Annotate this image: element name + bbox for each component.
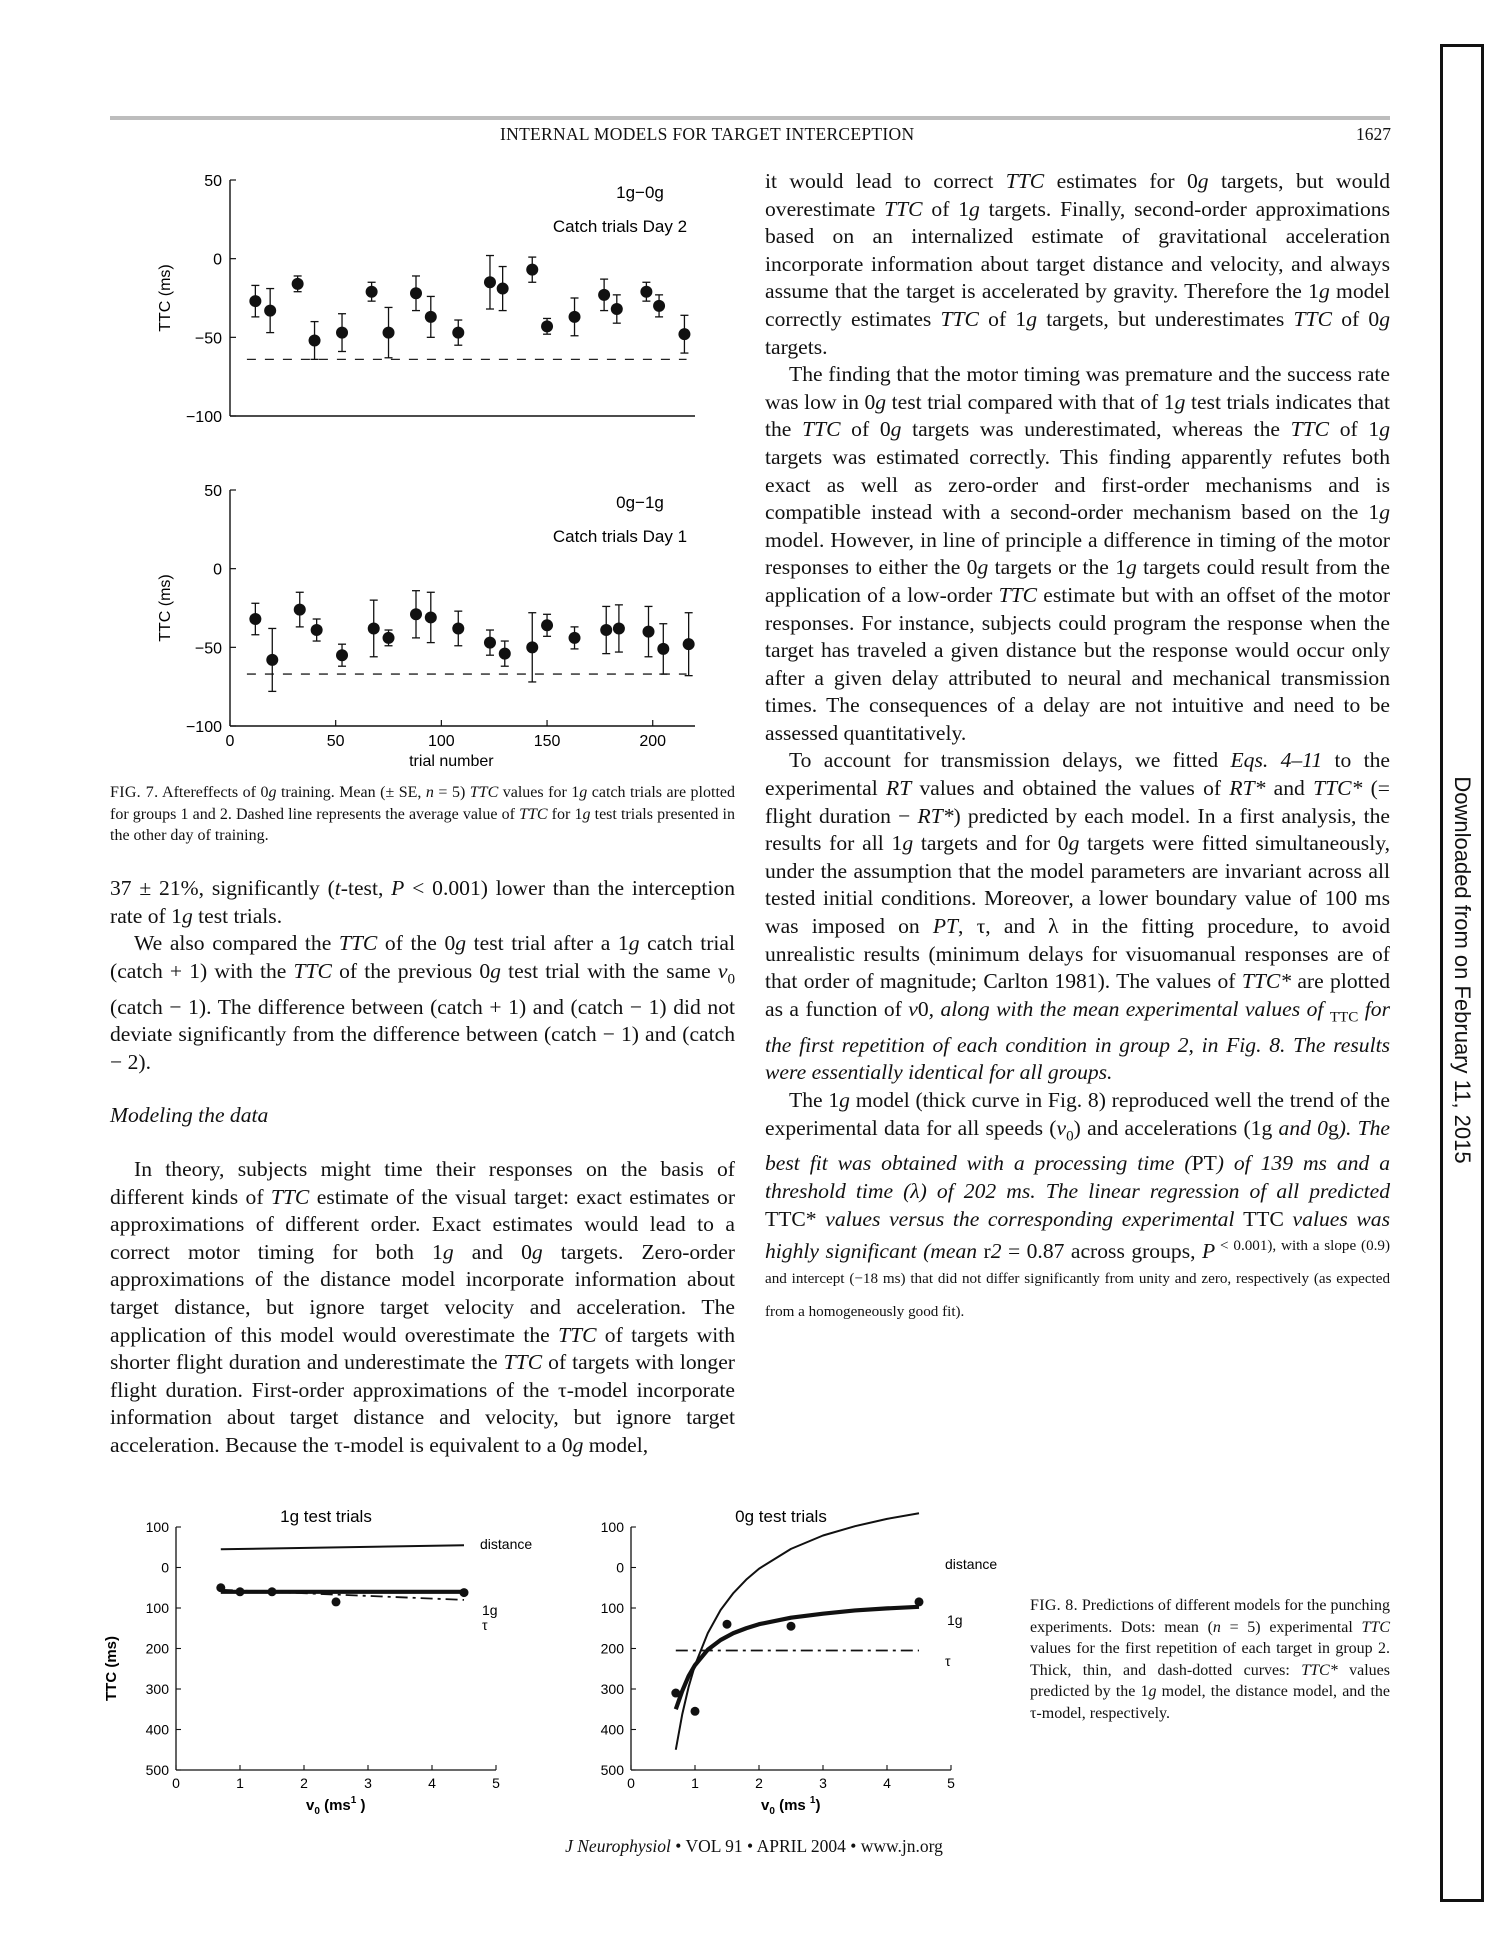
text-segment: < 0.001) lower than the interception rate of 1	[110, 876, 735, 928]
y-tick-label: 400	[145, 1721, 169, 1738]
text-segment: n	[1212, 1618, 1221, 1636]
text-segment: TTC	[293, 958, 332, 983]
text-segment: and	[1265, 776, 1314, 801]
data-point	[526, 641, 538, 653]
text-segment: v	[1056, 1115, 1067, 1140]
x-tick-label: 4	[883, 1775, 891, 1791]
x-axis-label: trial number	[409, 753, 494, 770]
text-segment: TTC*	[1241, 969, 1292, 994]
data-point	[484, 637, 496, 649]
right-paragraph-2	[765, 361, 1390, 747]
data-point	[410, 608, 422, 620]
text-segment: Eqs. 4–11	[1230, 748, 1323, 773]
text-segment: TTC	[998, 582, 1038, 607]
x-tick-label: 200	[639, 733, 667, 750]
data-point	[311, 624, 323, 636]
text-segment: ). The best fit was obtained with a processing time (	[765, 1115, 1391, 1176]
x-tick-label: 5	[492, 1775, 500, 1791]
text-segment: TTC	[1243, 1206, 1284, 1231]
text-segment: PT	[1191, 1151, 1217, 1176]
data-point	[643, 626, 655, 638]
text-segment: 2	[990, 1239, 1002, 1264]
text-segment: g	[969, 196, 980, 221]
label-tau: τ	[945, 1653, 951, 1669]
text-segment: TTC*	[765, 1206, 817, 1231]
text-segment: model, the distance model, and the τ-model, respectively.	[1030, 1683, 1390, 1722]
left-column	[110, 875, 735, 1460]
text-segment: TTC	[1361, 1618, 1390, 1636]
data-point	[368, 622, 380, 634]
y-tick-label: 0	[161, 1559, 169, 1576]
footer-details: • VOL 91 • APRIL 2004 • www.jn.org	[670, 1836, 943, 1856]
y-tick-label: 50	[204, 173, 222, 190]
text-segment: g	[181, 903, 193, 928]
text-segment: values versus the corresponding experimental	[816, 1206, 1244, 1231]
text-segment: TTC	[802, 417, 841, 442]
text-segment: catch trials are plotted for groups 1 and 2. Dashed line represents the average value of	[110, 784, 735, 823]
text-segment: g	[1174, 389, 1186, 414]
text-segment: P	[1201, 1239, 1216, 1264]
x-axis-label-part: (ms	[774, 1797, 810, 1814]
text-segment: targets, but underestimates	[1036, 306, 1294, 331]
panel-subtitle: Catch trials Day 1	[552, 527, 688, 546]
text-segment: PT	[932, 914, 959, 939]
header-rule	[110, 116, 1390, 120]
text-segment: TTC	[558, 1322, 597, 1347]
text-segment: g	[1068, 831, 1080, 856]
text-segment: to the experimental	[765, 748, 1390, 801]
text-segment: 0	[1066, 1127, 1074, 1144]
x-axis-label-part: (ms	[319, 1797, 351, 1814]
text-segment: g	[875, 389, 887, 414]
text-segment: are plotted as a function of	[765, 969, 1390, 1021]
text-segment: g	[1148, 1683, 1157, 1700]
y-tick-label: −50	[194, 640, 222, 658]
x-tick-label: 0	[225, 733, 235, 750]
panel-title: 0g test trials	[735, 1507, 827, 1526]
text-segment: TTC	[884, 196, 923, 221]
series-distance-line	[221, 1545, 464, 1549]
fig7-caption-label: FIG. 7.	[110, 784, 159, 801]
text-segment: for the first repetition of each condition in group 2, in Fig. 8. The results were essentially identical for all groups.	[765, 996, 1390, 1085]
y-tick-label: 100	[145, 1519, 169, 1535]
text-segment: TTC*	[1313, 776, 1363, 801]
data-point	[653, 300, 665, 312]
y-tick-label: 50	[204, 483, 222, 500]
fig7-caption-text	[110, 784, 735, 844]
text-segment: catch trial (catch + 1) with the	[110, 931, 735, 983]
data-point	[598, 289, 610, 301]
text-segment: test trials indicates that the	[765, 389, 1390, 442]
right-column	[765, 168, 1390, 1332]
label-1g: 1g	[947, 1612, 963, 1628]
y-tick-label: −50	[194, 330, 222, 348]
data-dot	[723, 1620, 732, 1629]
text-segment: 0	[727, 971, 735, 988]
text-segment: targets could result from the application of a low-order	[765, 555, 1390, 607]
text-segment: (catch − 1). The difference between (catch + 1) and (catch − 1) did not deviate significantly from the difference between (catch − 1) and (catch − 2).	[110, 994, 735, 1074]
data-point	[249, 295, 261, 307]
x-tick-label: 4	[428, 1775, 436, 1791]
x-tick-label: 5	[947, 1775, 955, 1791]
text-segment: targets was underestimated, whereas the	[901, 417, 1291, 442]
data-dot	[268, 1587, 277, 1596]
text-segment: of 1	[978, 306, 1027, 331]
fig8-caption	[1030, 1595, 1390, 1724]
text-segment: test trial compared with that of 1	[886, 389, 1175, 414]
text-segment: model. However, in line of principle a difference in timing of the motor responses to either the 0	[765, 527, 1390, 580]
x-tick-label: 0	[172, 1775, 180, 1791]
text-segment: g	[268, 784, 277, 801]
text-segment: of 1	[922, 196, 970, 221]
data-point	[452, 327, 464, 339]
text-segment: TTC	[940, 306, 979, 331]
data-dot	[216, 1583, 225, 1592]
text-segment: g	[902, 831, 914, 856]
text-segment: training. Mean (± SE,	[276, 784, 426, 801]
x-tick-label: 1	[236, 1775, 244, 1791]
text-segment: model,	[583, 1433, 649, 1457]
text-segment: values for 1	[498, 784, 580, 801]
y-tick-label: 100	[145, 1600, 169, 1616]
y-axis-label: TTC (ms)	[157, 264, 174, 332]
data-point	[678, 328, 690, 340]
section-heading: Modeling the data	[110, 1103, 269, 1128]
data-point	[410, 287, 422, 299]
text-segment: , along with the mean experimental values of	[928, 996, 1330, 1021]
x-axis-label-part: )	[356, 1797, 366, 1814]
panel-title: 1g test trials	[280, 1507, 372, 1526]
data-point	[336, 327, 348, 339]
text-segment: g	[1026, 306, 1037, 331]
text-segment: TTC	[1005, 169, 1045, 193]
y-tick-label: −100	[185, 409, 222, 426]
text-segment: values predicted by the 1	[1030, 1661, 1390, 1700]
text-segment: test trials presented in the other day of training.	[110, 805, 736, 844]
x-axis-label-part: 0	[769, 1806, 775, 1817]
data-point	[266, 654, 278, 666]
text-segment: test trial after a 1	[466, 931, 629, 956]
text-segment: g	[1318, 279, 1330, 304]
text-segment: for 1	[547, 805, 583, 823]
text-segment: t	[334, 876, 341, 900]
data-point	[294, 604, 306, 616]
x-tick-label: 2	[755, 1775, 763, 1791]
text-segment: ) predicted by each model. In a first analysis, the results for all 1	[765, 803, 1390, 856]
y-tick-label: 100	[600, 1519, 624, 1535]
footer-journal: J Neurophysiol	[565, 1836, 671, 1856]
text-segment: TTC	[1290, 417, 1330, 442]
text-segment: v	[908, 996, 918, 1021]
text-segment: g	[839, 1087, 850, 1112]
data-point	[541, 619, 553, 631]
text-segment: g	[531, 1239, 543, 1264]
series-1g-line	[676, 1607, 919, 1709]
y-tick-label: 200	[600, 1640, 624, 1657]
text-segment: g	[1379, 500, 1390, 525]
text-segment: The finding that the motor timing was premature and the success rate was low in 0	[765, 362, 1390, 414]
text-segment: targets. Finally, second-order approximations based on an internalized estimate of gravitational acceleration incorporate information about target distance and velocity, and always assume that the target is accelerated by gravity. Therefore the 1	[765, 196, 1390, 304]
y-tick-label: 0	[616, 1559, 624, 1576]
text-segment: g	[579, 784, 588, 801]
text-segment: and 0	[1272, 1115, 1328, 1140]
x-axis-label-part: 1	[350, 1795, 357, 1806]
data-point	[425, 311, 437, 323]
text-segment: g	[442, 1239, 454, 1264]
text-segment: estimate but with an offset of the motor responses. For instance, subjects could program the response when the target has traveled a given distance but the response would occur only after a given delay attributed to neural and mechanical transmission times. The consequences of a delay are not intuitive and need to be assessed quantitatively.	[765, 582, 1391, 745]
text-segment: targets was estimated correctly. This finding apparently refutes both exact as well as zero-order and first-order mechanisms and is compatible instead with a second-order mechanism based on the 1	[765, 444, 1390, 525]
data-dot	[915, 1597, 924, 1606]
fig7-caption	[110, 782, 735, 847]
text-segment: test trial with the same	[500, 958, 718, 983]
fig8-right-chart	[565, 1505, 1015, 1835]
data-point	[249, 613, 261, 625]
fig8-caption-text	[1030, 1597, 1390, 1722]
right-paragraph-3	[765, 747, 1390, 1086]
text-segment: it would lead to correct	[765, 169, 1006, 193]
y-tick-label: 100	[600, 1600, 624, 1616]
left-paragraph-3	[110, 1156, 735, 1460]
text-segment: TTC	[519, 805, 548, 823]
data-dot	[332, 1597, 341, 1606]
text-segment: and 0	[453, 1239, 532, 1264]
text-segment: of targets with shorter flight duration and underestimate the	[110, 1322, 736, 1375]
data-point	[383, 327, 395, 339]
x-tick-label: 3	[819, 1775, 827, 1791]
data-point	[425, 611, 437, 623]
text-segment: RT*	[917, 803, 954, 828]
text-segment: -test,	[340, 876, 392, 900]
text-segment: P	[391, 876, 405, 900]
text-segment: (= flight duration −	[765, 776, 1390, 828]
label-distance: distance	[945, 1556, 998, 1572]
x-axis-label-part: 0	[314, 1806, 320, 1817]
text-segment: g	[1327, 1115, 1339, 1140]
text-segment: We also compared the	[134, 931, 339, 956]
x-tick-label: 100	[428, 733, 455, 750]
y-tick-label: 500	[600, 1762, 624, 1778]
text-segment: of 0	[840, 417, 891, 442]
text-segment: g	[628, 931, 640, 956]
data-point	[640, 286, 652, 298]
running-title: INTERNAL MODELS FOR TARGET INTERCEPTION	[500, 124, 915, 144]
text-segment: of the previous 0	[331, 958, 491, 983]
text-segment: n	[425, 784, 434, 801]
text-segment: g	[890, 417, 902, 442]
text-segment: RT*	[1229, 776, 1266, 801]
left-paragraph-1	[110, 875, 735, 930]
text-segment: v	[717, 958, 728, 983]
right-paragraph-1	[765, 168, 1390, 361]
data-point	[264, 305, 276, 317]
text-segment: targets or the 1	[988, 555, 1126, 580]
data-point	[292, 278, 304, 290]
text-segment: The 1	[789, 1087, 840, 1112]
text-segment: TTC	[469, 784, 499, 801]
data-dot	[236, 1587, 245, 1596]
text-segment: TTC	[338, 931, 378, 956]
text-segment: TTC	[1329, 1009, 1359, 1026]
text-segment: 37 ± 21%, significantly (	[110, 876, 335, 900]
x-axis-label-part: v	[306, 1797, 315, 1814]
text-segment: = 0.87 across groups,	[1001, 1239, 1202, 1264]
text-segment: estimate of the visual target: exact estimates or approximations of different order. Exact estimates would lead to a correct motor timing for both 1	[110, 1184, 736, 1264]
text-segment: ) of 139 ms and a threshold time (λ) of 202 ms. The linear regression of all predicted	[765, 1151, 1390, 1203]
text-segment: g	[1261, 1115, 1273, 1140]
panel-subtitle: Catch trials Day 2	[552, 217, 688, 236]
text-segment: estimates for 0	[1044, 169, 1198, 193]
label-distance: distance	[480, 1536, 533, 1552]
data-point	[383, 632, 395, 644]
x-tick-label: 0	[627, 1775, 635, 1791]
data-point	[497, 283, 509, 295]
page-number: 1627	[1356, 124, 1391, 144]
data-point	[452, 622, 464, 634]
data-dot	[691, 1707, 700, 1716]
y-tick-label: 0	[213, 251, 222, 269]
text-segment: RT	[886, 776, 912, 801]
data-point	[600, 624, 612, 636]
label-tau: τ	[482, 1617, 488, 1633]
data-point	[569, 632, 581, 644]
data-point	[484, 276, 496, 288]
data-point	[683, 638, 695, 650]
text-segment: = 5) experimental	[1220, 1618, 1362, 1636]
y-tick-label: 500	[145, 1762, 169, 1778]
y-tick-label: 400	[600, 1721, 624, 1738]
text-segment: 0	[917, 996, 929, 1021]
text-segment: g	[582, 805, 591, 823]
text-segment: model correctly estimates	[765, 279, 1390, 331]
fig8-caption-label: FIG. 8.	[1030, 1597, 1078, 1614]
data-point	[541, 320, 553, 332]
text-segment: model (thick curve in Fig. 8) reproduced well the trend of the experimental data for all speeds (	[765, 1087, 1390, 1140]
data-point	[366, 286, 378, 298]
text-segment: g	[490, 958, 501, 983]
text-segment: TTC	[1293, 306, 1332, 331]
text-segment: g	[455, 931, 467, 956]
right-paragraph-4	[765, 1087, 1390, 1332]
x-tick-label: 1	[691, 1775, 699, 1791]
x-axis-label-part: 1	[809, 1795, 816, 1806]
x-axis-label-part: v	[761, 1797, 770, 1814]
text-segment: Predictions of different models for the punching experiments. Dots: mean (	[1030, 1597, 1390, 1636]
y-tick-label: −100	[185, 719, 222, 736]
text-segment: g	[1379, 306, 1390, 331]
y-axis-label: TTC (ms)	[157, 574, 174, 642]
data-point	[526, 264, 538, 276]
text-segment: To account for transmission delays, we fitted	[789, 748, 1231, 773]
text-segment: values and obtained the values of	[911, 776, 1230, 801]
y-tick-label: 200	[145, 1640, 169, 1657]
data-point	[499, 648, 511, 660]
text-segment: targets. Zero-order approximations of the distance model incorporate information about target distance, but ignore target velocity and acceleration. The application of this model would overestimate the	[110, 1239, 735, 1347]
x-tick-label: 50	[326, 733, 345, 750]
fig8-left-chart	[103, 1505, 560, 1835]
text-segment: of targets with longer flight duration. First-order approximations of the τ-model incorporate information about target distance and velocity, but ignore target acceleration. Because the τ-model is equivalent to a 0	[110, 1350, 735, 1457]
data-point	[336, 649, 348, 661]
label-1g: 1g	[482, 1602, 498, 1618]
x-tick-label: 3	[364, 1775, 372, 1791]
text-segment: In theory, subjects might time their responses on the basis of different kinds of	[110, 1157, 735, 1209]
data-point	[569, 311, 581, 323]
x-tick-label: 150	[533, 733, 561, 750]
text-segment: targets and for 0	[913, 831, 1069, 856]
footer	[0, 1836, 1508, 1857]
text-segment: values for the first repetition of each target in group 2. Thick, thin, and dash-dotted curves:	[1030, 1640, 1390, 1679]
x-axis-label	[306, 1795, 365, 1817]
data-dot	[460, 1588, 469, 1597]
left-paragraph-2	[110, 930, 735, 1076]
text-segment: TTC	[503, 1350, 543, 1375]
text-segment: g	[1379, 417, 1390, 442]
text-segment: < 0.001), with a slope (0.9) and intercept (−18 ms) that did not differ significantly from unity and zero, respectively (as expected from a homogeneously good fit).	[765, 1238, 1390, 1320]
text-segment: g	[1126, 555, 1137, 580]
text-segment: , τ, and λ in the fitting procedure, to avoid unrealistic results (minimum delays for visuomanual responses are of that order of magnitude; Carlton 1981). The values of	[765, 914, 1390, 994]
text-segment: values was highly significant (mean	[765, 1206, 1390, 1264]
y-tick-label: 300	[145, 1681, 169, 1697]
download-sidebar-text: Downloaded from on February 11, 2015	[1450, 776, 1475, 1164]
panel-title: 0g−1g	[616, 493, 664, 512]
series-distance-line	[676, 1513, 919, 1750]
data-point	[611, 303, 623, 315]
fig7-top-chart	[150, 170, 710, 430]
text-segment: test trials.	[192, 903, 283, 928]
y-axis-label: TTC (ms)	[103, 1636, 120, 1701]
data-point	[309, 334, 321, 346]
data-point	[657, 643, 669, 655]
x-axis-label	[761, 1795, 820, 1817]
text-segment: ) and accelerations (1	[1073, 1115, 1262, 1140]
text-segment: of the 0	[377, 931, 456, 956]
x-tick-label: 2	[300, 1775, 308, 1791]
text-segment: = 5)	[433, 784, 470, 801]
x-axis-label-part: )	[815, 1797, 821, 1814]
text-segment: r	[983, 1239, 991, 1264]
text-segment: targets.	[765, 334, 828, 359]
data-dot	[787, 1622, 796, 1631]
text-segment: g	[572, 1433, 584, 1457]
y-tick-label: 300	[600, 1681, 624, 1697]
data-dot	[671, 1689, 680, 1698]
text-segment: Aftereffects of 0	[158, 784, 269, 801]
data-point	[613, 622, 625, 634]
y-tick-label: 0	[213, 561, 222, 579]
text-segment: TTC*	[1301, 1661, 1338, 1679]
text-segment: of 0	[1331, 306, 1380, 331]
fig7-bottom-chart	[150, 480, 710, 780]
panel-title: 1g−0g	[616, 183, 664, 202]
text-segment: g	[1197, 169, 1209, 193]
text-segment: targets were fitted simultaneously, under the assumption that the model parameters are invariant across all tested initial conditions. Moreover, a lower boundary value of 100 ms was imposed on	[765, 831, 1390, 939]
text-segment: targets, but would overestimate	[765, 169, 1390, 221]
text-segment: of 1	[1329, 417, 1380, 442]
text-segment: g	[977, 555, 989, 580]
text-segment: TTC	[270, 1184, 310, 1209]
